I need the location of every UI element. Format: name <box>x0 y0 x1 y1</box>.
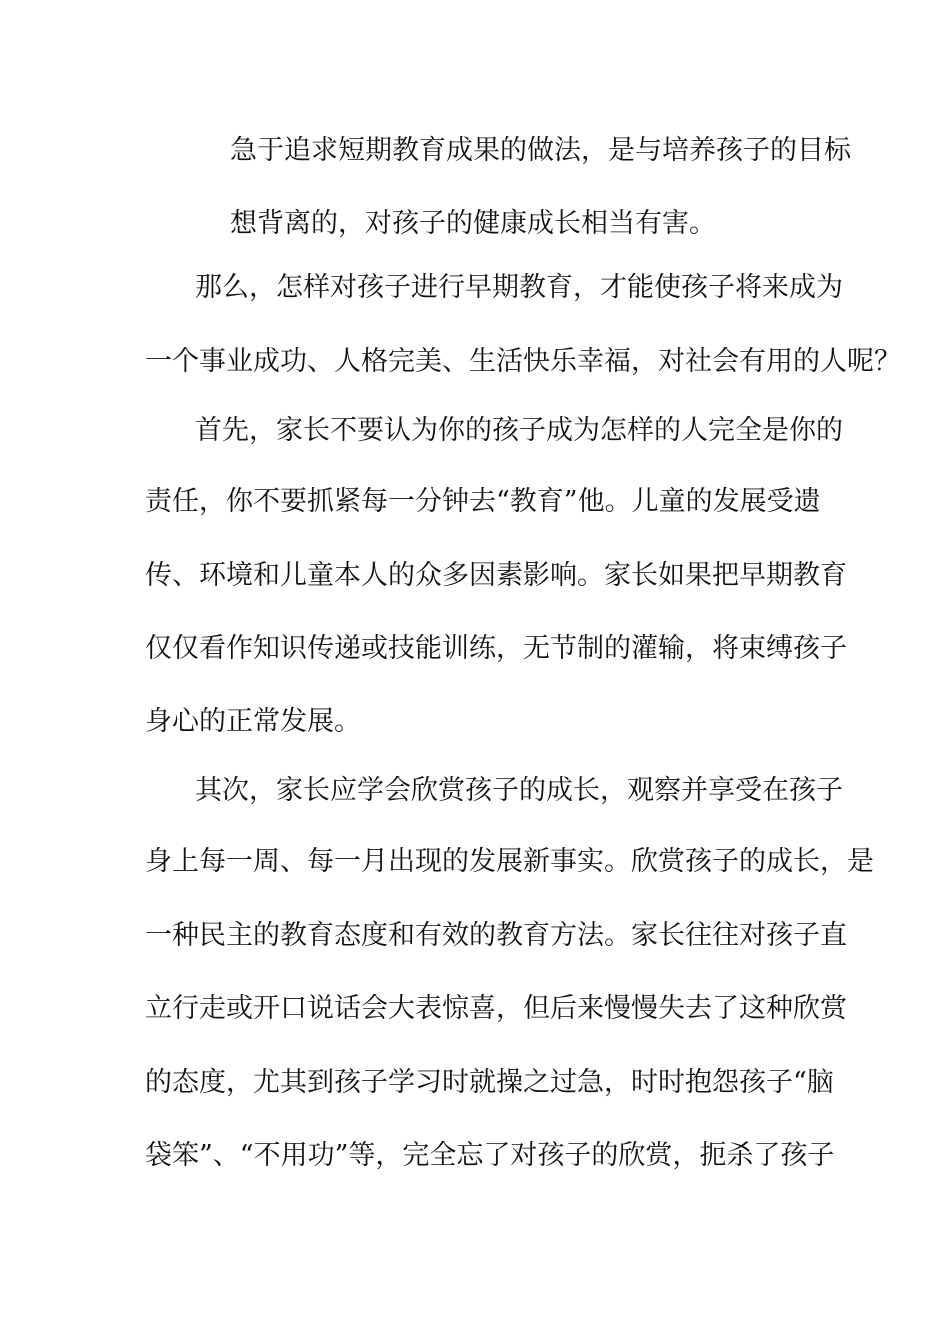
paragraph-1-line-1: 那么，怎样对孩子进行早期教育，才能使孩子将来成为 <box>195 272 843 303</box>
paragraph-3-line-4: 立行走或开口说话会大表惊喜，但后来慢慢失去了这种欣赏 <box>145 993 847 1024</box>
quote-line-2: 想背离的，对孩子的健康成长相当有害。 <box>230 208 716 239</box>
paragraph-2-line-2: 责任，你不要抓紧每一分钟去“教育”他。儿童的发展受遗 <box>145 486 821 517</box>
paragraph-2-line-4: 仅仅看作知识传递或技能训练，无节制的灌输，将束缚孩子 <box>145 633 847 664</box>
paragraph-3-line-6: 袋笨”、“不用功”等，完全忘了对孩子的欣赏，扼杀了孩子 <box>145 1140 835 1171</box>
paragraph-3-line-1: 其次，家长应学会欣赏孩子的成长，观察并享受在孩子 <box>195 775 843 806</box>
paragraph-3-line-3: 一种民主的教育态度和有效的教育方法。家长往往对孩子直 <box>145 920 847 951</box>
paragraph-2-line-3: 传、环境和儿童本人的众多因素影响。家长如果把早期教育 <box>145 560 847 591</box>
paragraph-2-line-5: 身心的正常发展。 <box>145 706 361 737</box>
paragraph-1-line-2: 一个事业成功、人格完美、生活快乐幸福，对社会有用的人呢？ <box>145 346 901 377</box>
paragraph-3-line-2: 身上每一周、每一月出现的发展新事实。欣赏孩子的成长，是 <box>145 846 874 877</box>
paragraph-3-line-5: 的态度，尤其到孩子学习时就操之过急，时时抱怨孩子“脑 <box>145 1067 834 1098</box>
paragraph-2-line-1: 首先，家长不要认为你的孩子成为怎样的人完全是你的 <box>195 415 843 446</box>
quote-line-1: 急于追求短期教育成果的做法，是与培养孩子的目标 <box>230 135 851 166</box>
